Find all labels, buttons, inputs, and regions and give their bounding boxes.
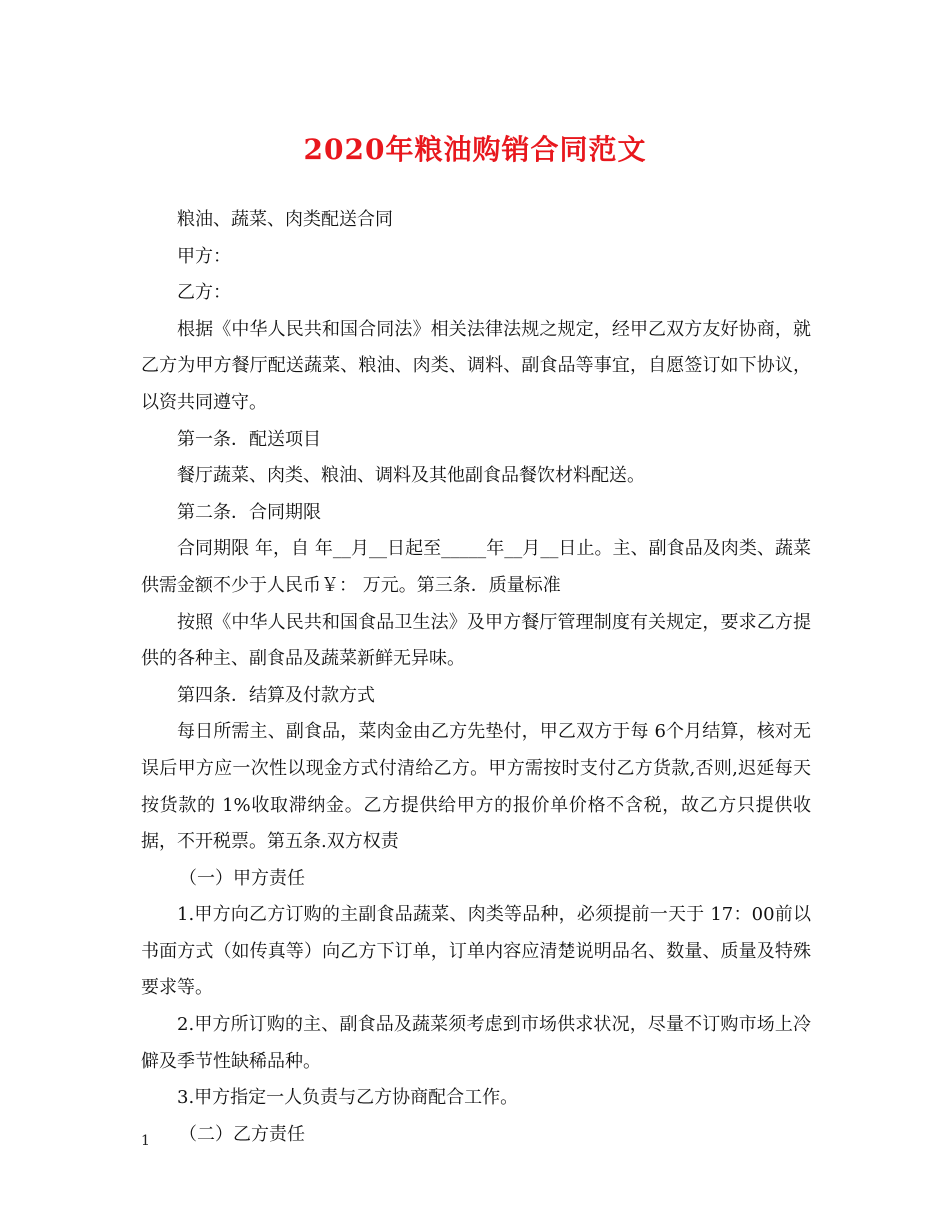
paragraph-preamble: 根据《中华人民共和国合同法》相关法律法规之规定，经甲乙双方友好协商，就乙方为甲方餐厅配送蔬菜、粮油、肉类、调料、副食品等事宜，自愿签订如下协议，以资共同遵守。: [141, 318, 811, 413]
paragraph-article-4: 每日所需主、副食品，菜肉金由乙方先垫付，甲乙双方于每 6个月结算，核对无误后甲方应一次性以现金方式付清给乙方。甲方需按时支付乙方货款,否则,迟延每天按货款的 1%收取滞纳金。乙方提供给甲方的报价单价格不含税，故乙方只提供收据，不开税票。第五条.双方权责: [141, 721, 811, 853]
paragraph-article-3: 按照《中华人民共和国食品卫生法》及甲方餐厅管理制度有关规定，要求乙方提供的各种主、副食品及蔬菜新鲜无异味。: [141, 611, 811, 670]
paragraph-article-1: 餐厅蔬菜、肉类、粮油、调料及其他副食品餐饮材料配送。: [177, 465, 645, 487]
paragraph-duty-a-3: 3.甲方指定一人负责与乙方协商配合工作。: [177, 1087, 519, 1109]
paragraph-contract-name: 粮油、蔬菜、肉类配送合同: [177, 209, 393, 230]
heading-party-b-duties: （二）乙方责任: [179, 1123, 305, 1145]
heading-party-a-duties: （一）甲方责任: [179, 867, 305, 889]
paragraph-party-a: 甲方：: [177, 245, 231, 267]
paragraph-article-2: 合同期限 年，自 年__月__日起至_____年__月__日止。主、副食品及肉类、蔬菜供需金额不少于人民币￥： 万元。第三条．质量标准: [141, 538, 811, 596]
paragraph-party-b: 乙方：: [177, 282, 231, 304]
heading-article-2: 第二条．合同期限: [177, 501, 321, 523]
page-number: 1: [141, 1133, 150, 1149]
document-title: 2020年粮油购销合同范文: [303, 133, 647, 166]
heading-article-1: 第一条．配送项目: [177, 428, 321, 450]
paragraph-duty-a-2: 2.甲方所订购的主、副食品及蔬菜须考虑到市场供求状况，尽量不订购市场上冷僻及季节性缺稀品种。: [141, 1014, 811, 1072]
paragraph-duty-a-1: 1.甲方向乙方订购的主副食品蔬菜、肉类等品种，必须提前一天于 17：00前以书面方式（如传真等）向乙方下订单，订单内容应清楚说明品名、数量、质量及特殊要求等。: [141, 904, 811, 999]
document-body: [141, 202, 811, 1153]
heading-article-4: 第四条．结算及付款方式: [177, 684, 375, 706]
